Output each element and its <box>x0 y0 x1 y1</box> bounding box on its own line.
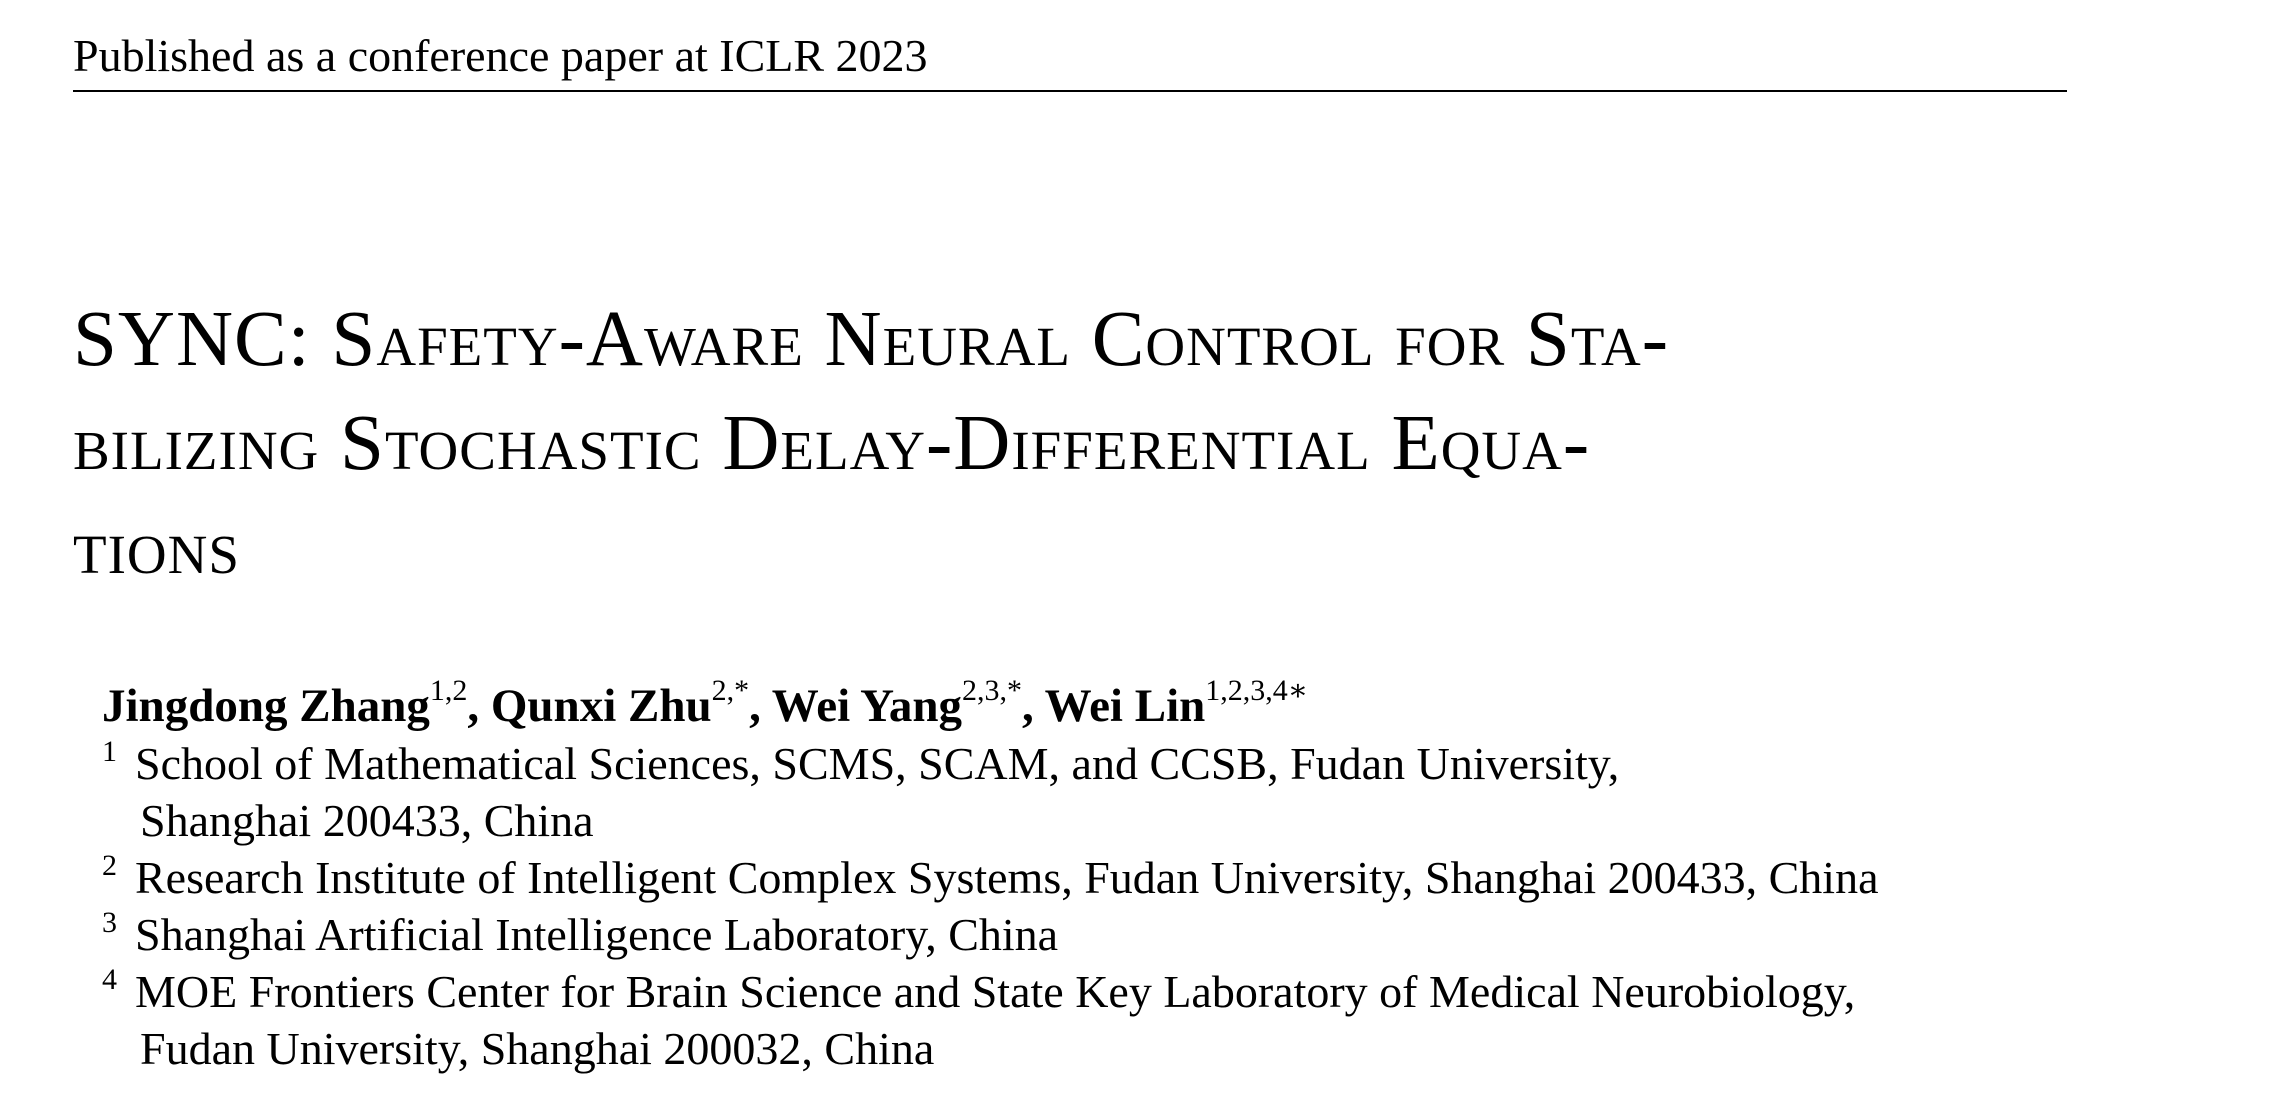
affiliation-text-continued: Fudan University, Shanghai 200032, China <box>140 1023 935 1074</box>
affiliation-text: School of Mathematical Sciences, SCMS, SCAM, and CCSB, Fudan University, <box>135 738 1620 789</box>
affiliation-number: 4 <box>102 963 117 996</box>
affiliation-number: 2 <box>102 849 117 882</box>
affiliation-text: Shanghai Artificial Intelligence Laboratory, China <box>135 909 1059 960</box>
affiliation-text-continued: Shanghai 200433, China <box>140 795 594 846</box>
header-text: Published as a conference paper at ICLR 2023 <box>73 30 928 81</box>
author-name: Jingdong Zhang <box>102 680 430 732</box>
corresponding-star: ∗ <box>1287 674 1309 708</box>
affiliation-text: Research Institute of Intelligent Complex Systems, Fudan University, Shanghai 200433, China <box>135 852 1879 903</box>
author-name: Qunxi Zhu <box>490 680 712 732</box>
title-line-2: bilizing Stochastic Delay-Differential Equa- <box>73 400 1591 487</box>
affiliation-number: 3 <box>102 906 117 939</box>
author-affiliation-marks: 2,* <box>711 674 750 708</box>
author-affiliation-marks: 2,3,* <box>962 674 1022 708</box>
author-affiliation-marks: 1,2,3,4 <box>1205 674 1288 708</box>
title-line-3: tions <box>73 504 240 591</box>
title-line-1: SYNC: Safety-Aware Neural Control for Sta- <box>73 296 1670 383</box>
author-affiliation-marks: 1,2 <box>429 674 468 708</box>
author-name: Wei Lin <box>1044 680 1206 732</box>
affiliation-item <box>102 906 1879 963</box>
affiliation-item <box>102 735 1879 849</box>
affiliation-number: 1 <box>102 735 117 768</box>
affiliation-text: MOE Frontiers Center for Brain Science and State Key Laboratory of Medical Neurobiology, <box>135 966 1856 1017</box>
author-name: Wei Yang <box>771 680 962 732</box>
paper-title <box>73 288 2093 600</box>
affiliation-item <box>102 963 1879 1077</box>
running-header <box>73 28 2067 92</box>
affiliation-item <box>102 849 1879 906</box>
author-list: Jingdong Zhang$^{1,2}$, Qunxi Zhu$^{2,*}$, Wei Yang$^{2,3,*}$, Wei Lin$^{1,2,3,4∗}$ <box>102 674 1309 732</box>
affiliations <box>102 735 1879 1077</box>
